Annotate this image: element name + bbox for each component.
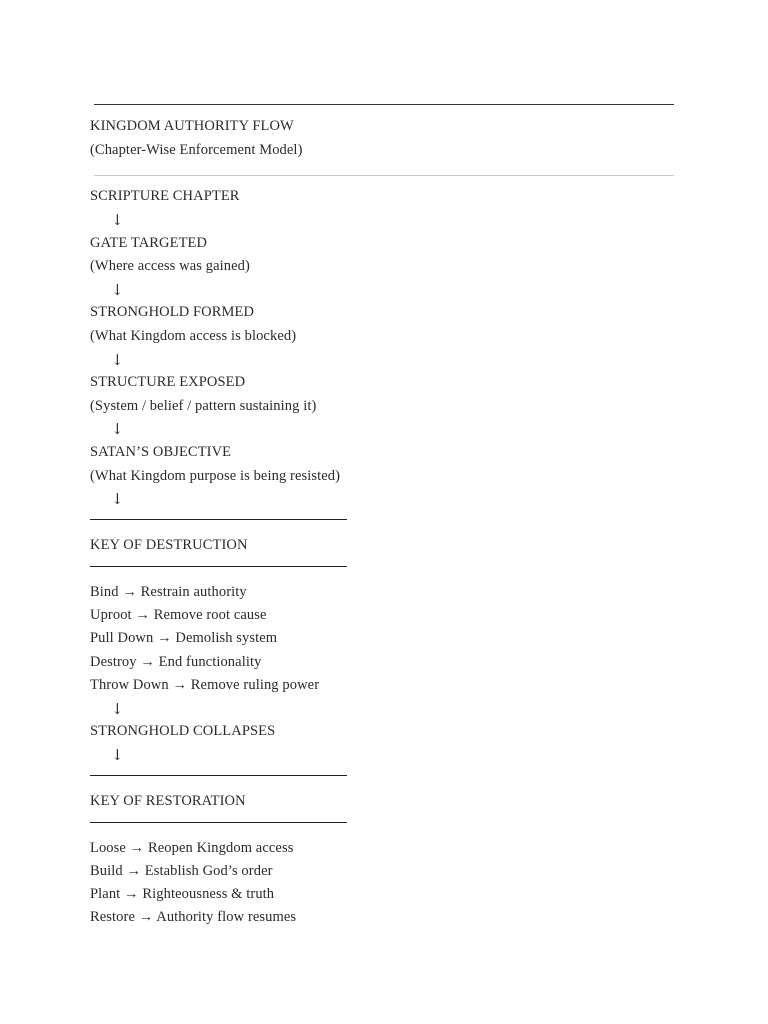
down-arrow-icon: ↓	[111, 281, 124, 299]
destruction-item: Uproot → Remove root cause	[90, 607, 267, 623]
restoration-heading: KEY OF RESTORATION	[90, 793, 246, 809]
flow-step-gate-targeted: GATE TARGETED	[90, 235, 208, 251]
down-arrow-icon: ↓	[111, 351, 124, 369]
restoration-item: Build → Establish God’s order	[90, 863, 273, 879]
flow-step-scripture-chapter: SCRIPTURE CHAPTER	[90, 188, 240, 204]
flow-note-structure: (System / belief / pattern sustaining it)	[90, 398, 317, 414]
destruction-item: Destroy → End functionality	[90, 654, 262, 670]
section-rule	[90, 566, 347, 567]
flow-note-stronghold: (What Kingdom access is blocked)	[90, 328, 297, 344]
document-subtitle: (Chapter-Wise Enforcement Model)	[90, 142, 303, 158]
top-rule	[94, 104, 674, 105]
flow-step-satans-objective: SATAN’S OBJECTIVE	[90, 444, 232, 460]
destruction-heading: KEY OF DESTRUCTION	[90, 537, 248, 553]
destruction-item: Throw Down → Remove ruling power	[90, 677, 320, 693]
stronghold-collapses: STRONGHOLD COLLAPSES	[90, 723, 276, 739]
flow-step-structure-exposed: STRUCTURE EXPOSED	[90, 374, 246, 390]
restoration-item: Loose → Reopen Kingdom access	[90, 840, 294, 856]
restoration-item: Restore → Authority flow resumes	[90, 909, 297, 925]
flow-note-gate: (Where access was gained)	[90, 258, 250, 274]
destruction-item: Bind → Restrain authority	[90, 584, 247, 600]
down-arrow-icon: ↓	[111, 490, 124, 508]
section-rule	[90, 822, 347, 823]
divider-rule	[94, 175, 674, 176]
down-arrow-icon: ↓	[111, 211, 124, 229]
section-rule	[90, 519, 347, 520]
down-arrow-icon: ↓	[111, 700, 124, 718]
document-title: KINGDOM AUTHORITY FLOW	[90, 118, 294, 134]
restoration-item: Plant → Righteousness & truth	[90, 886, 275, 902]
section-rule	[90, 775, 347, 776]
down-arrow-icon: ↓	[111, 420, 124, 438]
down-arrow-icon: ↓	[111, 746, 124, 764]
flow-note-objective: (What Kingdom purpose is being resisted)	[90, 468, 341, 484]
destruction-item: Pull Down → Demolish system	[90, 630, 278, 646]
flow-step-stronghold-formed: STRONGHOLD FORMED	[90, 304, 255, 320]
